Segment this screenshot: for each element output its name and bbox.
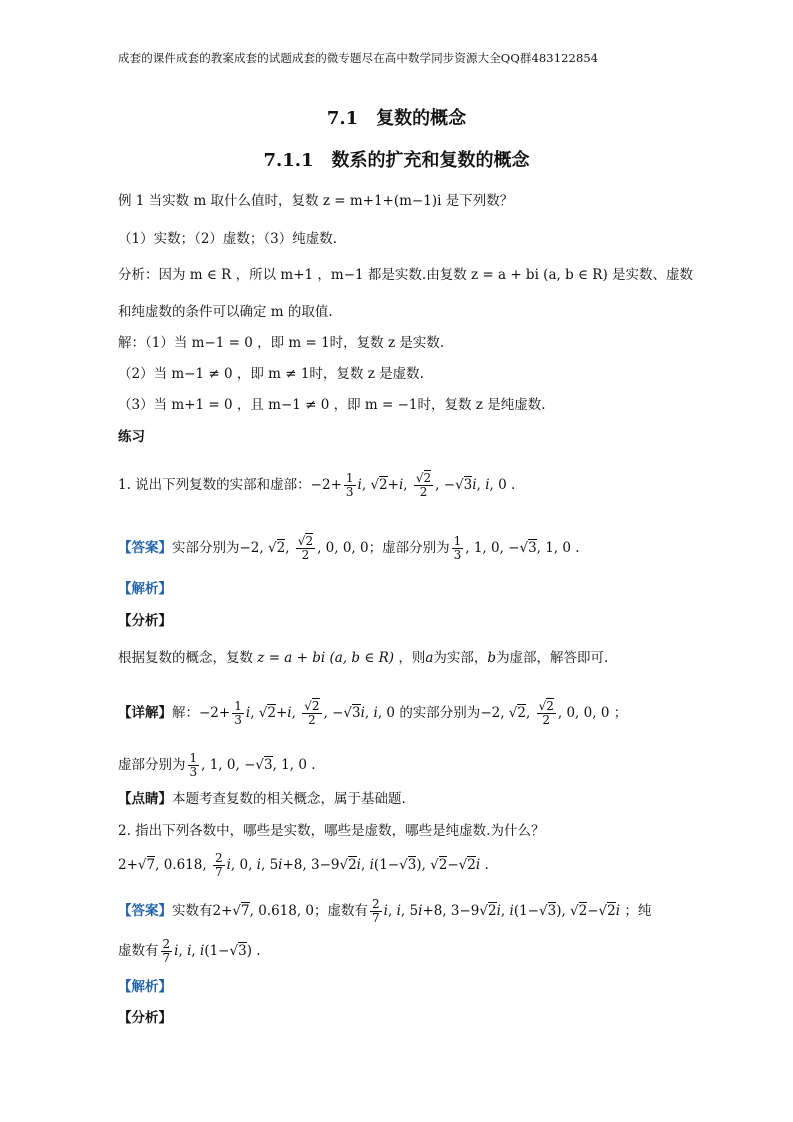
example-solution-1: 解：（1）当 m−1 = 0 ，即 m = 1时，复数 z 是实数. bbox=[118, 335, 445, 351]
detail-real-values: −2, √2, $\frac{√2}{2}$ , 0, 0, 0 ； bbox=[480, 699, 628, 727]
answer-imag-text: ；虚部分别为 bbox=[368, 540, 450, 556]
subsection-title: 7.1.1 数系的扩充和复数的概念 bbox=[263, 150, 530, 171]
fenxi-formula: z = a + bi (a, b ∈ R) bbox=[253, 650, 399, 666]
p2-answer-tag: 【答案】 bbox=[118, 903, 172, 919]
problem-2-formula: 2+√7, 0.618, $\frac{2}{7}$ i, 0, i, 5i+8, 3−9√2i, i(1−√3), √2−√2i . bbox=[118, 851, 489, 879]
page-header: 成套的课件成套的教案成套的试题成套的微专题尽在高中数学同步资源大全QQ群483122854 bbox=[118, 51, 599, 65]
fenxi-text-a: 根据复数的概念，复数 bbox=[118, 650, 253, 666]
example-solution-3: （3）当 m+1 = 0 ，且 m−1 ≠ 0 ，即 m = −1时，复数 z 是纯虚数. bbox=[118, 397, 546, 413]
fenxi-text-d: 为虚部，解答即可. bbox=[496, 650, 609, 666]
answer-tag: 【答案】 bbox=[118, 540, 172, 556]
detail-text-b: 的实部分别为 bbox=[399, 705, 481, 721]
problem-2-answer-line1 bbox=[118, 898, 651, 925]
problem-1-question bbox=[118, 472, 515, 499]
practice-heading: 练习 bbox=[118, 429, 145, 445]
p2-fenxi-tag: 【分析】 bbox=[118, 1010, 172, 1026]
fenxi-text-b: ，则 bbox=[398, 650, 426, 666]
example-analysis-line2: 和纯虚数的条件可以确定 m 的取值. bbox=[118, 304, 333, 320]
fenxi-text-c: 为实部， bbox=[433, 650, 488, 666]
p2-answer-d: 虚数有 bbox=[118, 943, 159, 959]
fenxi-var-a: a bbox=[425, 650, 434, 666]
p2-pure-values: $\frac{2}{7}$ i, i, i(1−√3) . bbox=[162, 937, 261, 965]
problem-2-question: 2. 指出下列各数中，哪些是实数，哪些是虚数，哪些是纯虚数.为什么？ bbox=[118, 823, 545, 839]
example-options: （1）实数；（2）虚数；（3）纯虚数. bbox=[118, 231, 338, 247]
detail-text-c: 虚部分别为 bbox=[118, 757, 186, 773]
analysis-tag: 【解析】 bbox=[118, 581, 172, 597]
p2-analysis-tag: 【解析】 bbox=[118, 979, 172, 995]
example-analysis-line1: 分析：因为 m ∈ R ，所以 m+1 ，m−1 都是实数.由复数 z = a + bi (a, b ∈ R) 是实数、虚数 bbox=[118, 267, 694, 283]
comment-line bbox=[118, 790, 406, 808]
answer-real-values: −2, √2, $\frac{√2}{2}$ , 0, 0, 0 bbox=[239, 534, 369, 562]
p2-answer-a: 实数有 bbox=[172, 903, 213, 919]
fenxi-tag: 【分析】 bbox=[118, 613, 172, 629]
fenxi-var-b: b bbox=[487, 650, 497, 666]
answer-imag-values: $\frac{1}{3}$ , 1, 0, −√3, 1, 0 . bbox=[453, 534, 580, 562]
detail-tag: 【详解】 bbox=[118, 705, 172, 721]
detail-formula: −2+ $\frac{1}{3}$ i, √2+i, $\frac{√2}{2}$ , −√3i, i, 0 bbox=[199, 699, 400, 727]
detail-imag-values: $\frac{1}{3}$ , 1, 0, −√3, 1, 0 . bbox=[189, 751, 316, 779]
problem-1-prefix: 1. 说出下列复数的实部和虚部： bbox=[118, 477, 311, 493]
p2-answer-b: ；虚数有 bbox=[314, 903, 369, 919]
example-solution-2: （2）当 m−1 ≠ 0 ，即 m ≠ 1时，复数 z 是虚数. bbox=[118, 366, 424, 382]
problem-1-answer bbox=[118, 535, 580, 562]
detail-text-a: 解： bbox=[172, 705, 199, 721]
fenxi-text bbox=[118, 649, 608, 667]
p2-answer-c: ；纯 bbox=[624, 903, 652, 919]
p2-imag-values: $\frac{2}{7}$ i, i, 5i+8, 3−9√2i, i(1−√3), √2−√2i bbox=[372, 897, 621, 925]
comment-tag: 【点睛】 bbox=[118, 791, 172, 807]
detail-line1 bbox=[118, 700, 627, 727]
problem-1-formula: −2+ $\frac{1}{3}$ i, √2+i, $\frac{√2}{2}$ , −√3i, i, 0 . bbox=[310, 471, 516, 499]
problem-2-answer-line2 bbox=[118, 938, 261, 965]
example-question: 例 1 当实数 m 取什么值时，复数 z = m+1+(m−1)i 是下列数？ bbox=[118, 193, 514, 209]
p2-real-values: 2+√7, 0.618, 0 bbox=[212, 903, 315, 919]
section-title: 7.1 复数的概念 bbox=[326, 108, 467, 129]
comment-text: 本题考查复数的相关概念，属于基础题. bbox=[172, 791, 406, 807]
detail-line2 bbox=[118, 752, 316, 779]
answer-real-text: 实部分别为 bbox=[172, 540, 240, 556]
